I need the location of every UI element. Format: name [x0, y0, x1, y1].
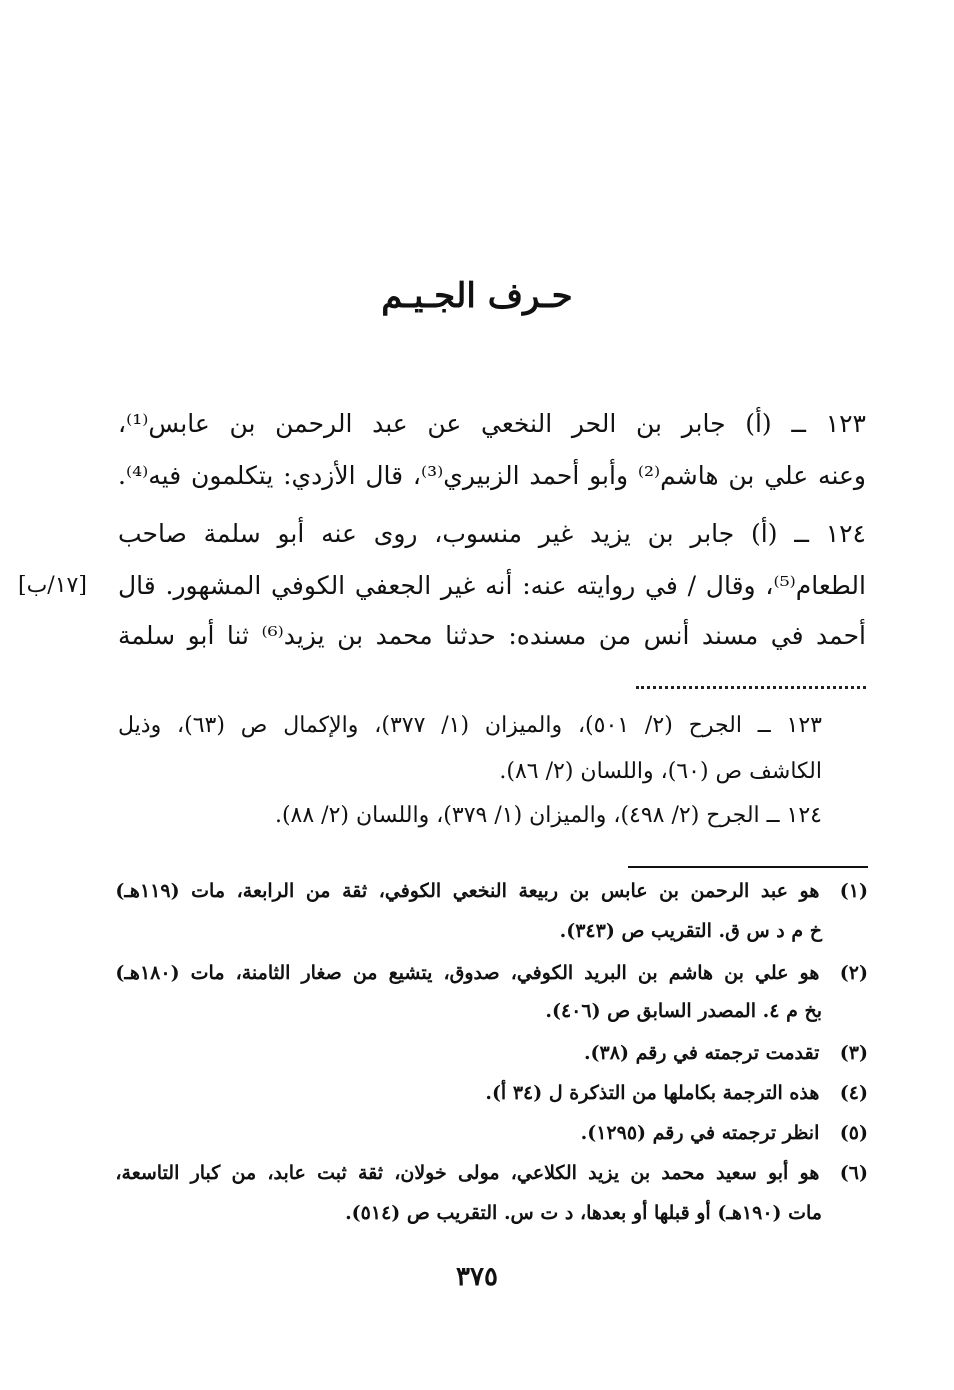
entry-124-line-3: أحمد في مسند أنس من مسنده: حدثنا محمد بن يزيد⁽⁶⁾ ثنا أبو سلمة — [118, 621, 866, 650]
footnote-number: (٣) — [839, 1042, 868, 1064]
dotted-separator — [636, 686, 866, 689]
footnote-1 — [115, 876, 868, 906]
page-number: ٣٧٥ — [456, 1262, 498, 1292]
footnote-number: (٥) — [839, 1122, 868, 1144]
footnote-2 — [115, 958, 868, 988]
footnote-text: هذه الترجمة بكاملها من التذكرة ل (٣٤ أ). — [485, 1082, 820, 1104]
entry-123-line-1: ١٢٣ ــ (أ) جابر بن الحر النخعي عن عبد الرحمن بن عابس⁽¹⁾، — [118, 409, 866, 438]
entry-124-line-2: الطعام⁽⁵⁾، وقال / في روايته عنه: أنه غير الجعفي الكوفي المشهور. قال — [118, 571, 866, 600]
footnote-text: هو علي بن هاشم بن البريد الكوفي، صدوق، يتشيع من صغار الثامنة، مات (١٨٠هـ) — [115, 962, 820, 984]
footnote-number: (١) — [839, 880, 868, 902]
footnote-6 — [115, 1158, 868, 1188]
footnote-text: هو عبد الرحمن بن عابس بن ربيعة النخعي الكوفي، ثقة من الرابعة، مات (١١٩هـ) — [115, 880, 820, 902]
footnote-number: (٢) — [839, 962, 868, 984]
footnote-4 — [118, 1078, 868, 1108]
chapter-title: حـرف الجـيـم — [381, 276, 573, 316]
variant-123-line-1: ١٢٣ ــ الجرح (٢/ ٥٠١)، والميزان (١/ ٣٧٧)، والإكمال ص (٦٣)، وذيل — [118, 713, 822, 738]
entry-124-line-1: ١٢٤ ــ (أ) جابر بن يزيد غير منسوب، روى عنه أبو سلمة صاحب — [118, 519, 866, 548]
footnote-text: تقدمت ترجمته في رقم (٣٨). — [583, 1042, 820, 1064]
footnote-2-continuation: بخ م ٤. المصدر السابق ص (٤٠٦). — [545, 1000, 822, 1022]
manuscript-folio-marker: [١٧/ب] — [18, 573, 87, 598]
footnote-number: (٦) — [839, 1162, 868, 1184]
entry-123-line-2: وعنه علي بن هاشم⁽²⁾ وأبو أحمد الزبيري⁽³⁾، قال الأزدي: يتكلمون فيه⁽⁴⁾. — [118, 461, 866, 490]
footnote-text: انظر ترجمته في رقم (١٢٩٥). — [580, 1122, 820, 1144]
footnote-1-continuation: خ م د س ق. التقريب ص (٣٤٣). — [559, 920, 822, 942]
footnote-6-continuation: مات (١٩٠هـ) أو قبلها أو بعدها، د ت س. التقريب ص (٥١٤). — [345, 1202, 822, 1224]
footnote-5 — [118, 1118, 868, 1148]
variant-124-line: ١٢٤ ــ الجرح (٢/ ٤٩٨)، والميزان (١/ ٣٧٩)، واللسان (٢/ ٨٨). — [274, 803, 822, 828]
footnote-text: هو أبو سعيد محمد بن يزيد الكلاعي، مولى خولان، ثقة ثبت عابد، من كبار التاسعة، — [115, 1162, 820, 1184]
variant-123-line-2: الكاشف ص (٦٠)، واللسان (٢/ ٨٦). — [499, 759, 822, 784]
footnote-number: (٤) — [839, 1082, 868, 1104]
footnote-rule — [628, 866, 868, 868]
footnote-3 — [118, 1038, 868, 1068]
